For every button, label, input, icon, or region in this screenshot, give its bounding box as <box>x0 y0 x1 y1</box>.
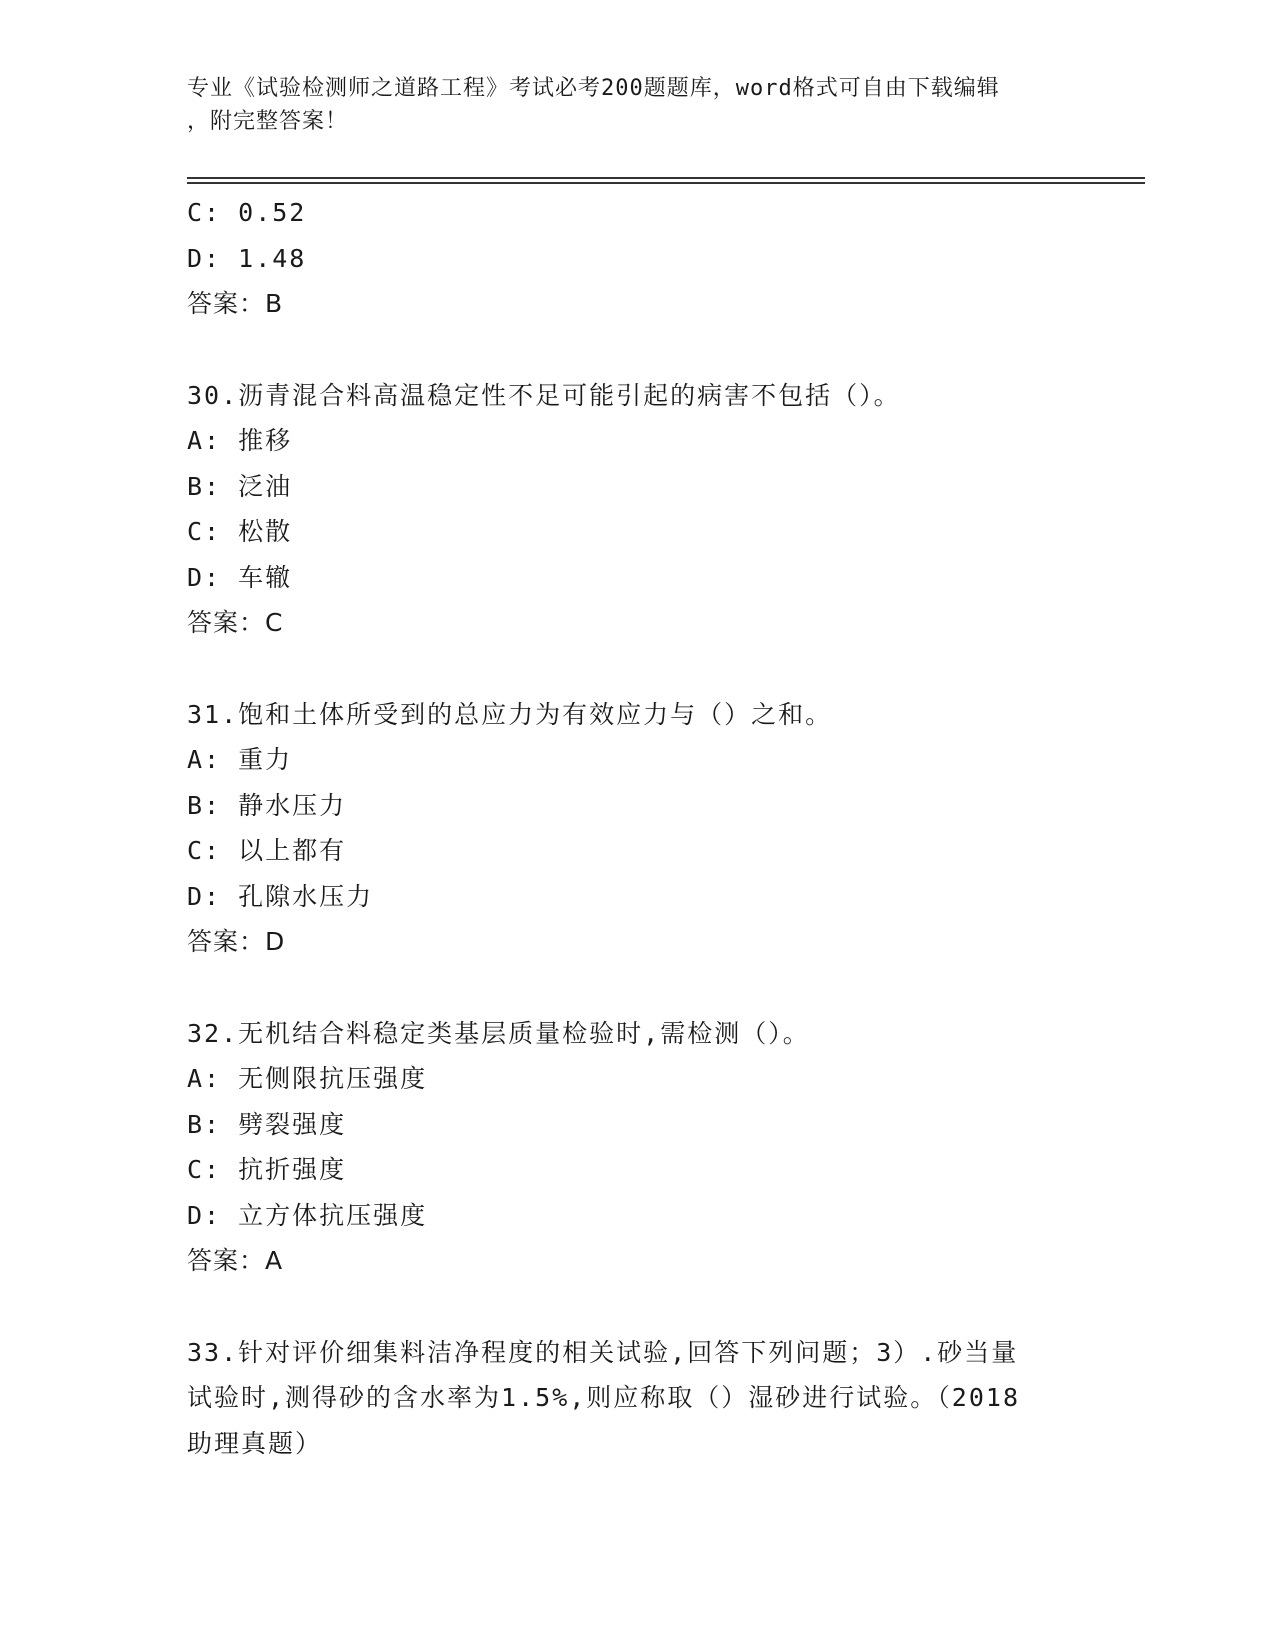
header-divider-bottom <box>187 182 1145 184</box>
question-text: 32.无机结合料稳定类基层质量检验时,需检测（）。 <box>187 1018 810 1048</box>
question-31-block <box>187 692 1087 965</box>
option-a: A: 无侧限抗压强度 <box>187 1064 428 1093</box>
option-d: D: 车辙 <box>187 562 293 592</box>
document-header <box>187 72 1067 138</box>
option-d: D: 1.48 <box>187 243 307 273</box>
header-divider-top <box>187 177 1145 179</box>
option-c: C: 松散 <box>187 517 293 546</box>
question-29-block <box>187 190 1087 327</box>
spacer <box>187 1284 1087 1330</box>
option-c: C: 抗折强度 <box>187 1155 347 1184</box>
question-text-line-2: 试验时,测得砂的含水率为1.5%,则应称取（）湿砂进行试验。（2018 <box>187 1383 1021 1412</box>
question-text: 31.饱和土体所受到的总应力为有效应力与（）之和。 <box>187 699 833 729</box>
question-list <box>187 190 1087 1466</box>
answer-label: 答案：B <box>187 289 284 318</box>
option-d: D: 立方体抗压强度 <box>187 1200 428 1230</box>
spacer <box>187 646 1087 692</box>
option-c: C: 以上都有 <box>187 836 347 865</box>
question-text-line-3: 助理真题） <box>187 1428 323 1458</box>
spacer <box>187 965 1087 1011</box>
answer-label: 答案：D <box>187 927 286 956</box>
option-b: B: 静水压力 <box>187 790 347 820</box>
spacer <box>187 327 1087 373</box>
header-line-1: 专业《试验检测师之道路工程》考试必考200题题库，word格式可自由下载编辑 <box>187 76 1000 101</box>
header-line-2: ，附完整答案！ <box>187 109 349 134</box>
option-a: A: 重力 <box>187 745 293 774</box>
option-d: D: 孔隙水压力 <box>187 881 374 911</box>
answer-label: 答案：A <box>187 1246 284 1275</box>
question-text: 30.沥青混合料高温稳定性不足可能引起的病害不包括（）。 <box>187 380 901 410</box>
option-b: B: 劈裂强度 <box>187 1109 347 1139</box>
question-30-block <box>187 373 1087 646</box>
option-c: C: 0.52 <box>187 198 307 227</box>
question-text-line-1: 33.针对评价细集料洁净程度的相关试验,回答下列问题；3）.砂当量 <box>187 1337 1019 1367</box>
option-a: A: 推移 <box>187 426 293 455</box>
answer-label: 答案：C <box>187 608 284 637</box>
option-b: B: 泛油 <box>187 471 293 501</box>
question-33-block <box>187 1330 1087 1467</box>
question-32-block <box>187 1011 1087 1284</box>
